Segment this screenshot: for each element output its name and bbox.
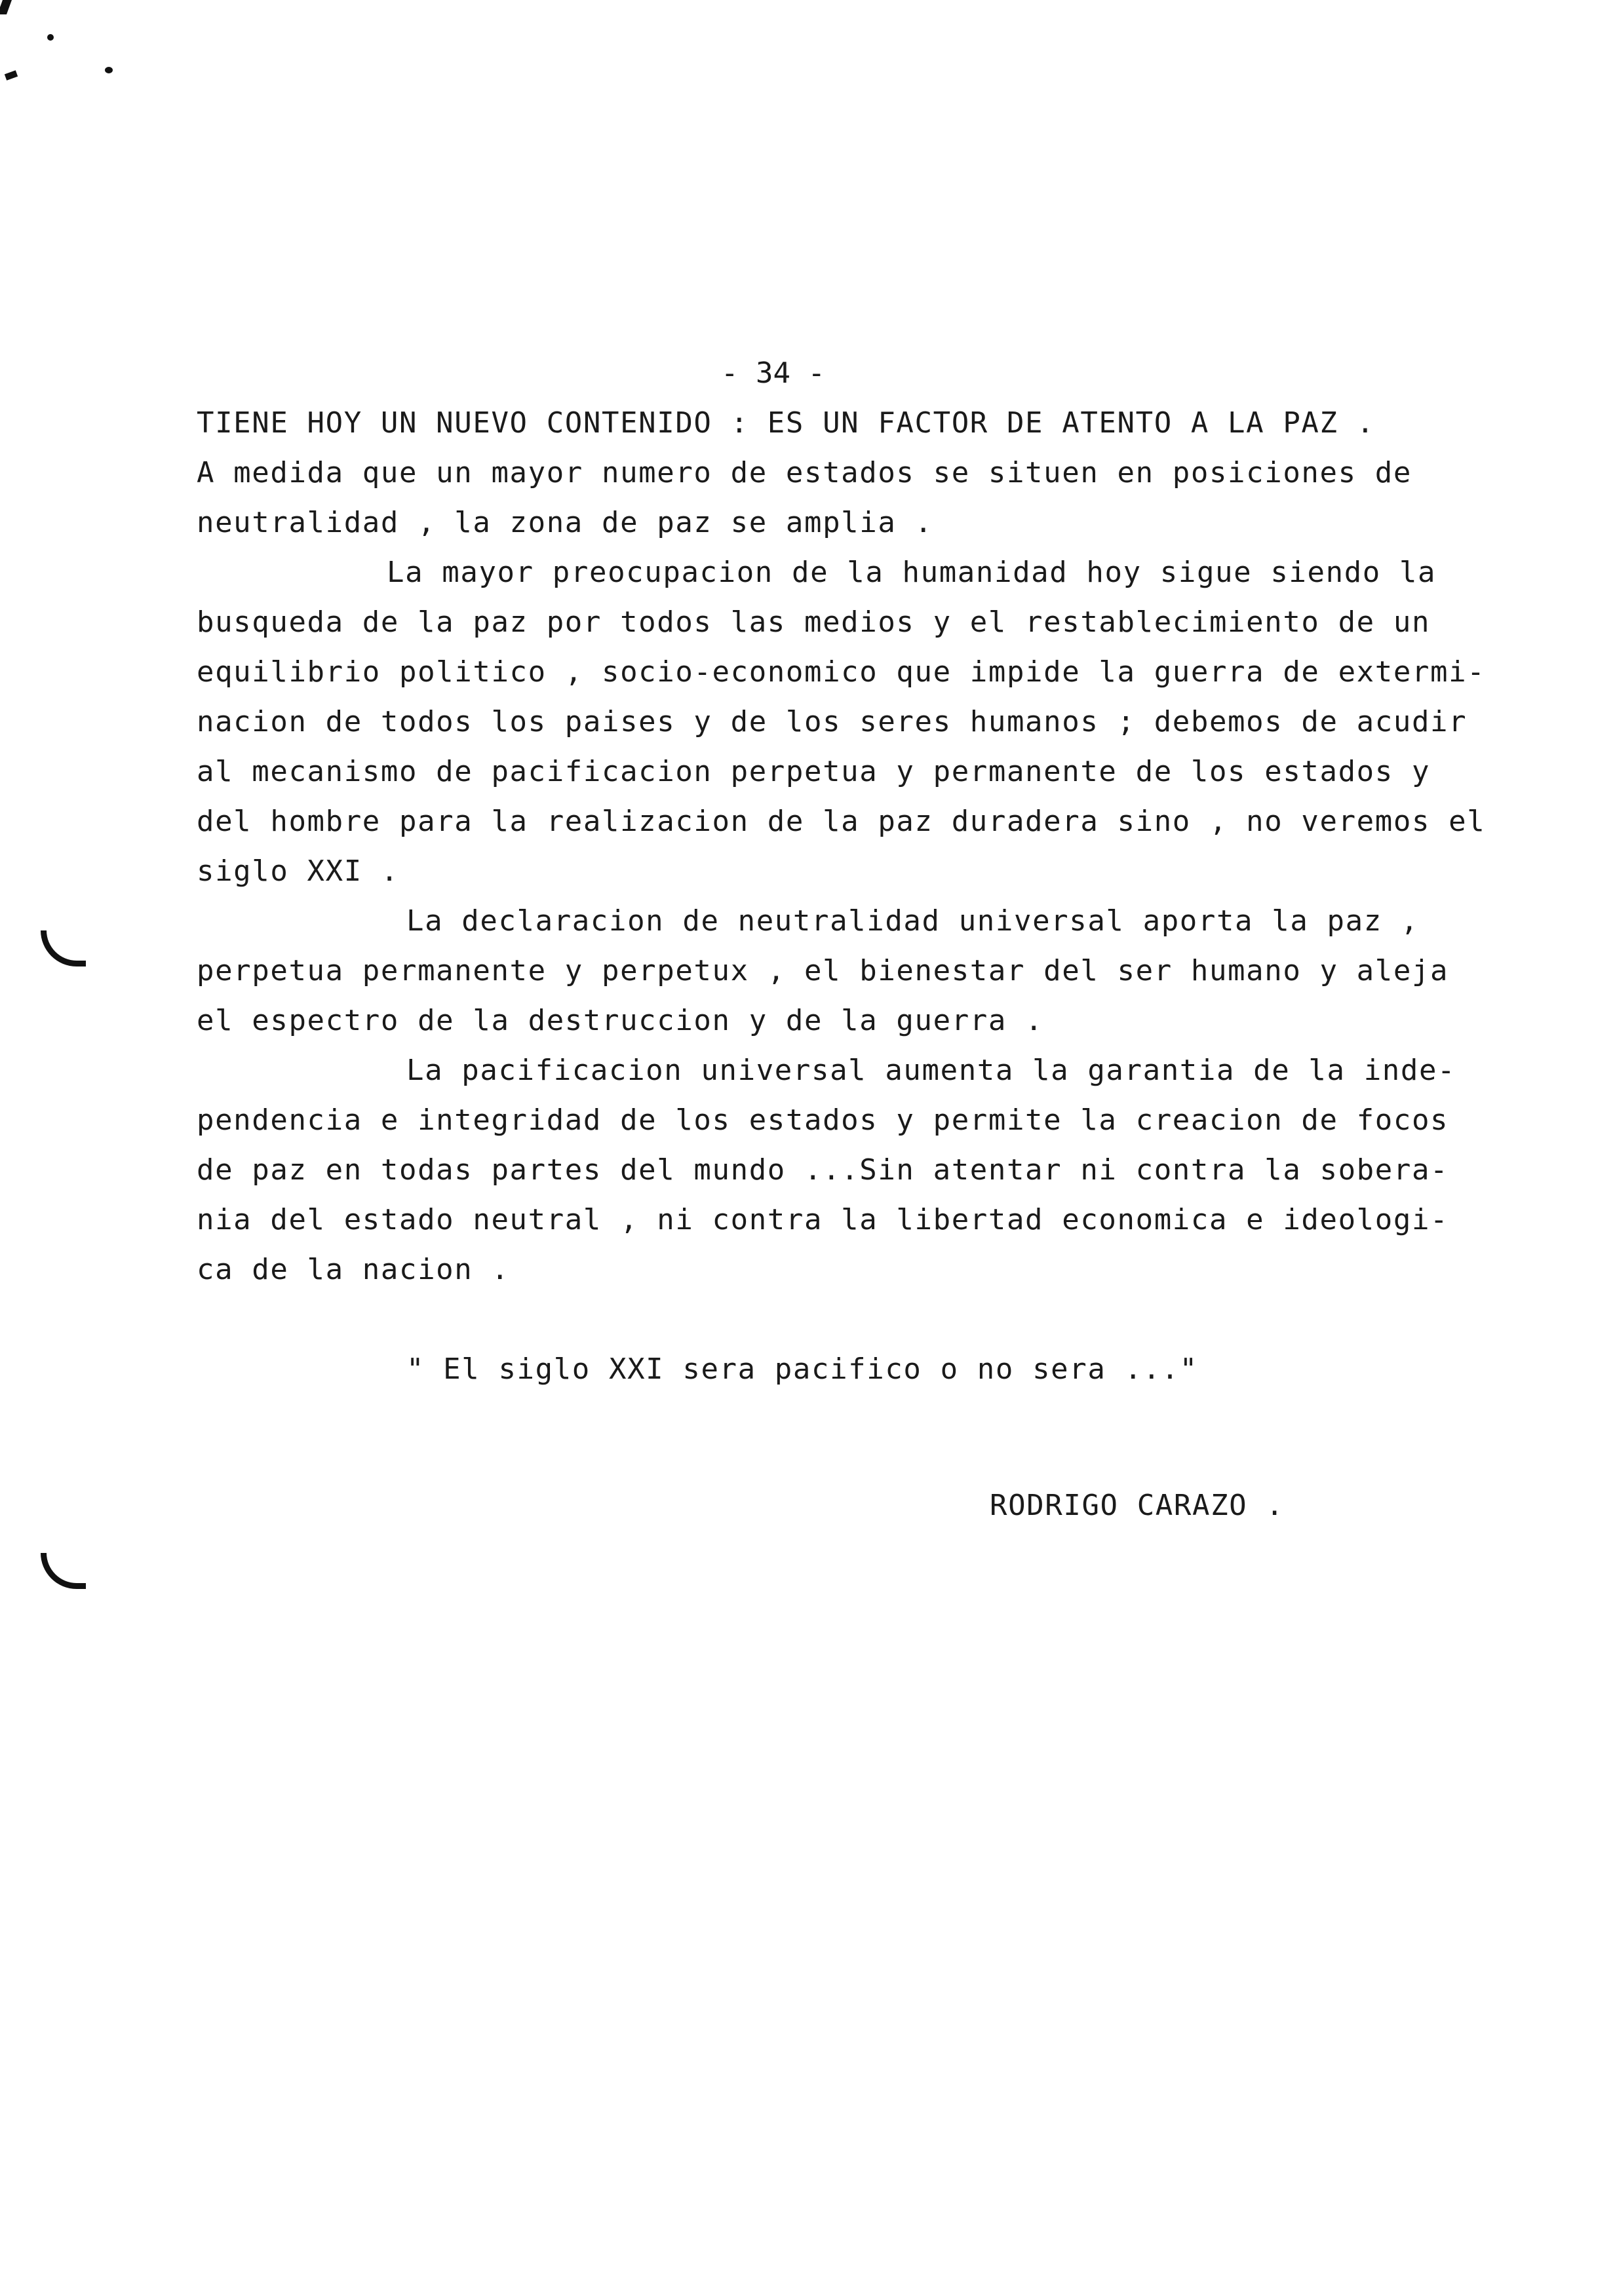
text-line: neutralidad , la zona de paz se amplia . [197,506,933,539]
text-line: La declaracion de neutralidad universal aporta la paz , [406,904,1419,938]
scan-mark [0,0,12,14]
text-line: siglo XXI . [197,854,399,888]
signature: RODRIGO CARAZO . [990,1489,1285,1522]
text-line: perpetua permanente y perpetux , el bienestar del ser humano y aleja [197,954,1449,987]
page-number: - 34 - [721,356,825,390]
text-line: ca de la nacion . [197,1253,510,1286]
text-line: busqueda de la paz por todos las medios y el restablecimiento de un [197,605,1431,639]
binder-hole-mark [41,1553,86,1589]
text-line: el espectro de la destruccion y de la guerra . [197,1004,1044,1037]
closing-quote: " El siglo XXI sera pacifico o no sera ..." [406,1352,1198,1386]
text-line: La mayor preocupacion de la humanidad hoy sigue siendo la [387,556,1437,589]
text-line: A medida que un mayor numero de estados se situen en posiciones de [197,456,1412,489]
text-line: del hombre para la realizacion de la paz duradera sino , no veremos el [197,805,1486,838]
text-line: nia del estado neutral , ni contra la libertad economica e ideologi- [197,1203,1449,1236]
scan-mark [5,70,18,81]
scan-mark [105,67,113,73]
text-line: La pacificacion universal aumenta la garantia de la inde- [406,1054,1456,1087]
text-line: TIENE HOY UN NUEVO CONTENIDO : ES UN FACTOR DE ATENTO A LA PAZ . [197,406,1375,440]
text-line: pendencia e integridad de los estados y permite la creacion de focos [197,1103,1449,1137]
scan-mark [47,34,54,41]
text-line: equilibrio politico , socio-economico que impide la guerra de extermi- [197,655,1486,689]
binder-hole-mark [41,930,86,966]
text-line: de paz en todas partes del mundo ...Sin atentar ni contra la sobera- [197,1153,1449,1187]
text-line: al mecanismo de pacificacion perpetua y permanente de los estados y [197,755,1431,788]
text-line: nacion de todos los paises y de los seres humanos ; debemos de acudir [197,705,1468,738]
